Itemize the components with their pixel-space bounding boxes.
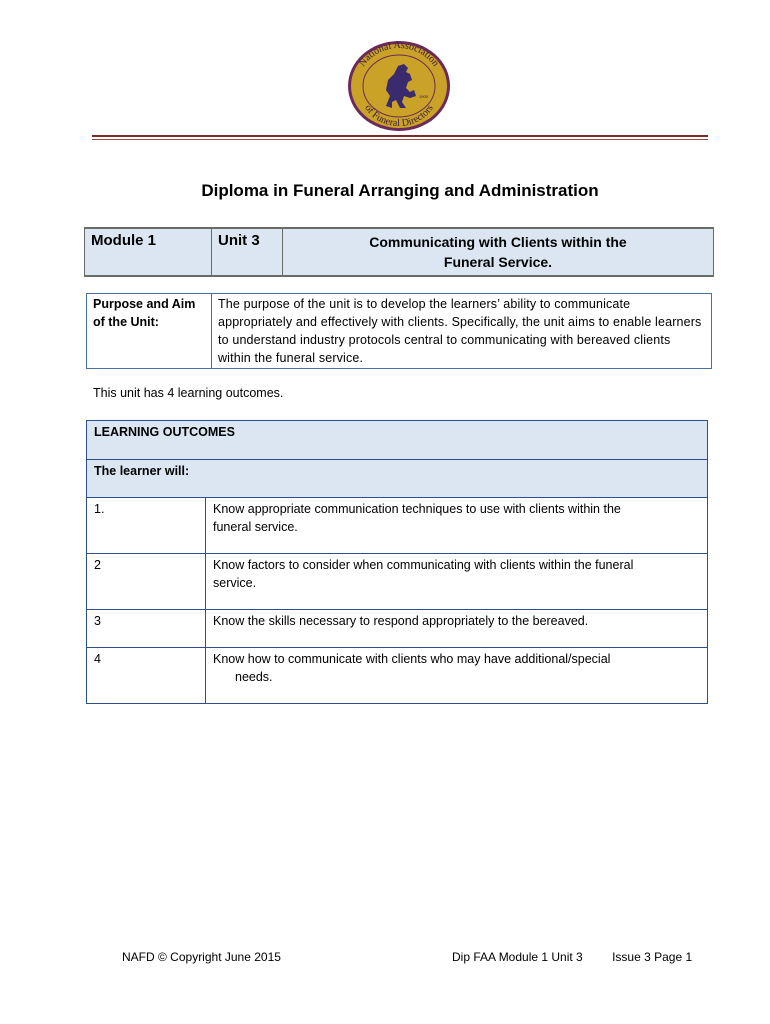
purpose-label-line-1: Purpose and Aim xyxy=(93,297,196,311)
purpose-label-line-2: of the Unit: xyxy=(93,315,159,329)
table-row xyxy=(87,498,708,554)
table-row xyxy=(87,610,708,648)
outcome-text xyxy=(206,648,708,704)
outcome-number: 3 xyxy=(87,610,206,648)
module-unit-row xyxy=(85,228,714,276)
module-unit-table xyxy=(84,227,714,277)
footer-page-info xyxy=(452,950,718,964)
outcome-number: 4 xyxy=(87,648,206,704)
logo-text-bottom: of Funeral Directors xyxy=(362,102,436,130)
outcome-text-line-1: Know the skills necessary to respond appropriately to the bereaved. xyxy=(213,614,589,628)
outcome-text-line-2: funeral service. xyxy=(213,520,298,534)
outcome-text xyxy=(206,554,708,610)
header-rule-thin xyxy=(92,139,708,140)
footer-doc-ref: Dip FAA Module 1 Unit 3 xyxy=(452,950,583,964)
learner-will-row xyxy=(87,460,708,498)
outcome-number: 1. xyxy=(87,498,206,554)
learning-outcomes-header: LEARNING OUTCOMES xyxy=(87,421,708,460)
table-row xyxy=(87,648,708,704)
purpose-text: The purpose of the unit is to develop the learners’ ability to communicate appropriately and effectively with clients. Specifically, the unit aims to enable learners to understand industry protocols central to communicating with bereaved clients within the funeral service. xyxy=(212,294,712,369)
module-cell: Module 1 xyxy=(85,228,212,276)
footer-copyright: NAFD © Copyright June 2015 xyxy=(122,950,281,964)
outcome-text-line-1: Know how to communicate with clients who may have additional/special xyxy=(213,652,611,666)
learning-outcomes-table xyxy=(86,420,708,704)
footer-issue-page: Issue 3 Page 1 xyxy=(612,950,693,964)
unit-title-line-1: Communicating with Clients within the xyxy=(369,234,627,250)
logo-text-small: 1905 xyxy=(419,94,428,99)
purpose-row xyxy=(87,294,712,369)
logo-text-top: National Association xyxy=(357,40,442,69)
unit-title-cell xyxy=(283,228,714,276)
outcome-text-line-1: Know appropriate communication techniques to use with clients within the xyxy=(213,502,621,516)
document-title: Diploma in Funeral Arranging and Administration xyxy=(201,181,599,200)
learner-will-label: The learner will: xyxy=(87,460,708,498)
outcome-text-line-1: Know factors to consider when communicating with clients within the funeral xyxy=(213,558,634,572)
unit-cell: Unit 3 xyxy=(212,228,283,276)
outcome-text xyxy=(206,498,708,554)
outcome-text xyxy=(206,610,708,648)
nafd-logo xyxy=(346,40,452,132)
header-rule xyxy=(92,135,708,137)
table-row xyxy=(87,554,708,610)
purpose-table xyxy=(86,293,712,369)
unit-title-line-2: Funeral Service. xyxy=(443,254,553,270)
purpose-label xyxy=(87,294,212,369)
outcome-text-line-2: needs. xyxy=(235,670,273,684)
outcomes-count-text: This unit has 4 learning outcomes. xyxy=(93,386,284,400)
learning-outcomes-header-row xyxy=(87,421,708,460)
outcome-number: 2 xyxy=(87,554,206,610)
outcome-text-line-2: service. xyxy=(213,576,257,590)
